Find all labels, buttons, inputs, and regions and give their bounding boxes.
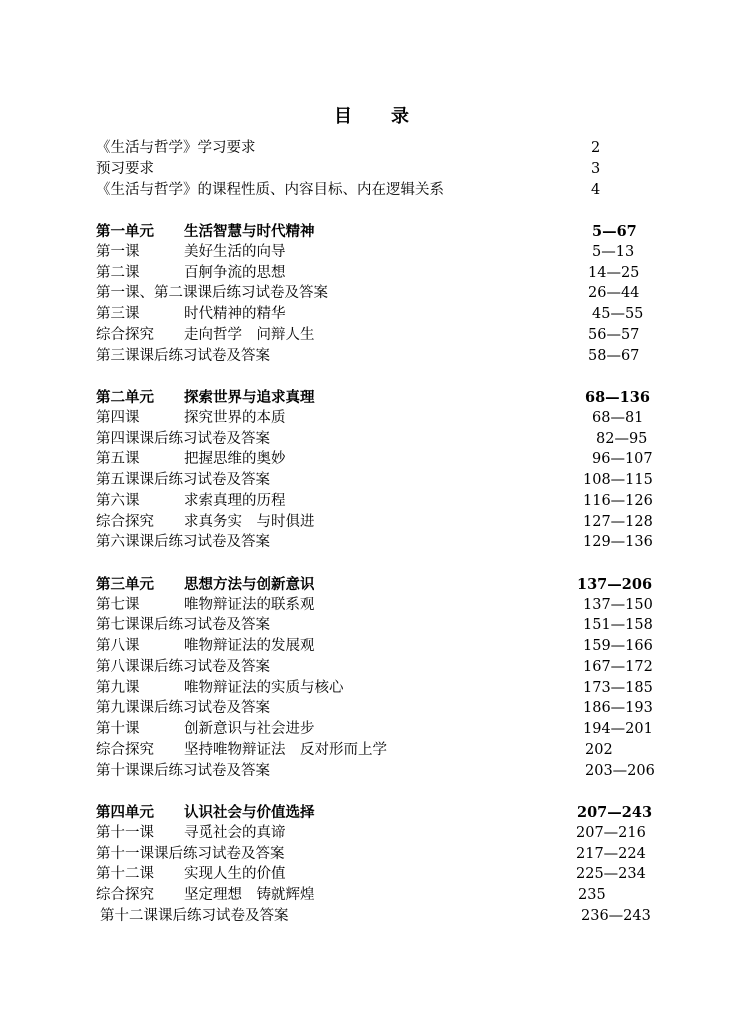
toc-lesson-row[interactable] (0, 906, 744, 927)
lesson-label: 第七课课后练习试卷及答案 (96, 617, 270, 634)
toc-lesson-row[interactable] (0, 636, 744, 657)
toc-lesson-row[interactable] (0, 823, 744, 844)
lesson-label: 第四课课后练习试卷及答案 (96, 430, 270, 447)
lesson-title: 探究世界的本质 (184, 409, 286, 426)
lesson-label: 第七课 (96, 596, 140, 613)
toc-entry-text: 《生活与哲学》学习要求 (96, 140, 256, 156)
toc-page-range: 194—201 (583, 721, 653, 737)
page-title: 目 录 (334, 106, 410, 127)
toc-unit-row[interactable] (0, 387, 744, 408)
lesson-title: 唯物辩证法的发展观 (184, 638, 315, 654)
toc-page-range: 68—136 (585, 389, 650, 406)
lesson-title: 走向哲学 问辩人生 (184, 326, 315, 343)
toc-page-range: 96—107 (592, 451, 653, 468)
toc-lesson-row[interactable] (0, 449, 744, 470)
toc-lesson-row[interactable] (0, 740, 744, 761)
lesson-title: 寻觅社会的真谛 (184, 824, 286, 841)
lesson-title: 创新意识与社会进步 (184, 721, 315, 737)
toc-page-range: 82—95 (596, 430, 648, 447)
toc-lesson-row[interactable] (0, 657, 744, 678)
toc-lesson-row[interactable] (0, 532, 744, 553)
lesson-label: 第一课、第二课课后练习试卷及答案 (96, 285, 328, 302)
lesson-label: 第八课课后练习试卷及答案 (96, 658, 270, 675)
toc-unit-row[interactable] (0, 802, 744, 823)
lesson-label: 第十二课 (96, 866, 154, 883)
lesson-title: 把握思维的奥妙 (184, 451, 286, 468)
toc-lesson-row[interactable] (0, 491, 744, 512)
lesson-title: 唯物辩证法的实质与核心 (184, 679, 344, 696)
lesson-label: 第六课 (96, 492, 140, 509)
toc-page-range: 127—128 (583, 513, 653, 530)
toc-page-range: 173—185 (583, 679, 653, 696)
unit-label: 第四单元 (96, 804, 154, 821)
toc-page-range: 159—166 (583, 638, 653, 654)
lesson-label: 第十一课 (96, 824, 154, 841)
toc-page-range: 5—67 (592, 223, 637, 240)
toc-page-range: 225—234 (576, 866, 646, 883)
lesson-label: 第五课课后练习试卷及答案 (96, 472, 270, 488)
toc-lesson-row[interactable] (0, 678, 744, 699)
lesson-label: 综合探究 (96, 326, 154, 343)
toc-page-range: 116—126 (583, 492, 653, 509)
toc-page-range: 207—216 (576, 824, 646, 841)
lesson-label: 第十课课后练习试卷及答案 (96, 762, 270, 779)
lesson-title: 坚持唯物辩证法 反对形而上学 (184, 741, 387, 758)
toc-page-range: 68—81 (592, 409, 644, 426)
toc-lesson-row[interactable] (0, 429, 744, 450)
unit-title: 思想方法与创新意识 (184, 575, 315, 593)
toc-lesson-row[interactable] (0, 512, 744, 533)
toc-page-range: 207—243 (577, 804, 653, 821)
toc-page-range: 151—158 (583, 617, 653, 634)
toc-lesson-row[interactable] (0, 408, 744, 429)
lesson-label: 第五课 (96, 451, 140, 468)
lesson-label: 第八课 (96, 638, 140, 654)
lesson-label: 综合探究 (96, 887, 154, 903)
lesson-title: 求索真理的历程 (184, 492, 286, 509)
toc-lesson-row[interactable] (0, 304, 744, 325)
lesson-title: 百舸争流的思想 (184, 264, 286, 281)
unit-title: 生活智慧与时代精神 (184, 223, 315, 240)
toc-lesson-row[interactable] (0, 242, 744, 263)
lesson-title: 唯物辩证法的联系观 (184, 596, 315, 613)
toc-lesson-row[interactable] (0, 325, 744, 346)
toc-page-range: 45—55 (592, 306, 644, 322)
toc-lesson-row[interactable] (0, 698, 744, 719)
toc-lesson-row[interactable] (0, 283, 744, 304)
toc-intro-row[interactable] (0, 159, 744, 180)
lesson-label: 第一课 (96, 243, 140, 260)
toc-page-range: 5—13 (592, 243, 635, 260)
toc-entry-text: 预习要求 (96, 160, 154, 177)
lesson-title: 坚定理想 铸就辉煌 (184, 887, 315, 903)
toc-lesson-row[interactable] (0, 761, 744, 782)
lesson-title: 实现人生的价值 (184, 866, 286, 883)
toc-lesson-row[interactable] (0, 885, 744, 906)
lesson-title: 时代精神的精华 (184, 306, 286, 322)
toc-page-number: 3 (591, 160, 601, 177)
toc-page-range: 236—243 (581, 907, 651, 924)
toc-lesson-row[interactable] (0, 263, 744, 284)
toc-entry-text: 《生活与哲学》的课程性质、内容目标、内在逻辑关系 (96, 181, 444, 198)
lesson-label: 第十课 (96, 721, 140, 737)
toc-page-range: 235 (578, 887, 606, 903)
toc-unit-row[interactable] (0, 574, 744, 595)
toc-lesson-row[interactable] (0, 615, 744, 636)
unit-label: 第三单元 (96, 575, 154, 593)
unit-title: 探索世界与追求真理 (184, 389, 315, 406)
lesson-label: 第三课课后练习试卷及答案 (96, 347, 270, 364)
toc-page-range: 129—136 (583, 534, 653, 551)
toc-page-range: 137—206 (577, 575, 653, 593)
toc-page-range: 217—224 (576, 845, 646, 862)
toc-page-range: 167—172 (583, 658, 653, 675)
toc-lesson-row[interactable] (0, 844, 744, 865)
unit-label: 第二单元 (96, 389, 154, 406)
toc-page-range: 108—115 (583, 472, 653, 488)
toc-intro-row[interactable] (0, 180, 744, 201)
lesson-label: 第九课 (96, 679, 140, 696)
lesson-label: 第九课课后练习试卷及答案 (96, 700, 270, 717)
toc-unit-row[interactable] (0, 221, 744, 242)
toc-lesson-row[interactable] (0, 719, 744, 740)
lesson-label: 第四课 (96, 409, 140, 426)
lesson-label: 综合探究 (96, 741, 154, 758)
toc-page-range: 137—150 (583, 596, 653, 613)
toc-page-range: 56—57 (588, 326, 640, 343)
toc-lesson-row[interactable] (0, 595, 744, 616)
toc-page-range: 14—25 (588, 264, 640, 281)
lesson-title: 求真务实 与时俱进 (184, 513, 315, 530)
lesson-label: 第六课课后练习试卷及答案 (96, 534, 270, 551)
toc-page-range: 203—206 (585, 762, 655, 779)
toc-lesson-row[interactable] (0, 346, 744, 367)
lesson-title: 美好生活的向导 (184, 243, 286, 260)
toc-lesson-row[interactable] (0, 864, 744, 885)
lesson-label: 综合探究 (96, 513, 154, 530)
toc-page-range: 26—44 (588, 285, 640, 302)
lesson-label: 第三课 (96, 306, 140, 322)
toc-page-range: 202 (585, 741, 613, 758)
unit-title: 认识社会与价值选择 (184, 804, 315, 821)
toc-intro-row[interactable] (0, 138, 744, 159)
lesson-label: 第十二课课后练习试卷及答案 (100, 907, 289, 924)
toc-page-range: 58—67 (588, 347, 640, 364)
toc-page-range: 186—193 (583, 700, 653, 717)
toc-page-number: 2 (591, 140, 601, 156)
toc-lesson-row[interactable] (0, 470, 744, 491)
lesson-label: 第二课 (96, 264, 140, 281)
lesson-label: 第十一课课后练习试卷及答案 (96, 845, 285, 862)
toc-page-number: 4 (591, 181, 601, 198)
unit-label: 第一单元 (96, 223, 154, 240)
